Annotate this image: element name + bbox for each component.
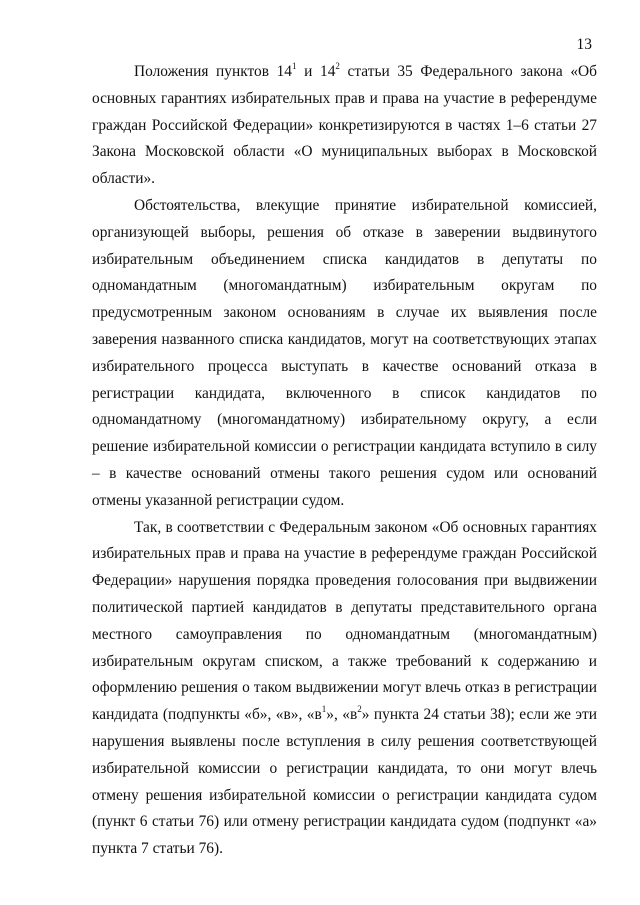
superscript: 1: [292, 60, 297, 71]
superscript: 2: [335, 60, 340, 71]
paragraph-2: Обстоятельства, влекущие принятие избирательной комиссией, организующей выборы, решения об отказе в заверении выдвинутого избирательным объединением списка кандидатов в депутаты по одномандатным (многомандатным) избирательным округам по предусмотренным законом основаниям в случае их выявления после заверения названного списка кандидатов, могут на соответствующих этапах избирательного процесса выступать в качестве оснований отказа в регистрации кандидата, включенного в список кандидатов по одномандатному (многомандатному) избирательному округу, а если решение избирательной комиссии о регистрации кандидата вступило в силу – в качестве оснований отмены такого решения судом или оснований отмены указанной регистрации судом.: [92, 196, 597, 509]
paragraph-1-text-c: статьи 35 Федерального закона «Об основных гарантиях избирательных прав и права на участие в референдуме граждан Российской Федерации» конкретизируются в частях 1–6 статьи 27 Закона Московской области «О муниципальных выборах в Московской области».: [92, 63, 597, 188]
paragraph-3-text-b: », «в: [326, 706, 358, 724]
paragraph-1: [92, 59, 597, 193]
paragraph-1-text-b: и 14: [296, 63, 336, 80]
superscript: 2: [357, 704, 362, 714]
paragraph-1-text-a: Положения пунктов 14: [134, 63, 292, 80]
superscript: 1: [321, 704, 327, 714]
document-body: [92, 59, 597, 863]
paragraph-3-text-c: » пункта 24 статьи 38); если же эти нарушения выявлены после вступления в силу решения соответствующей избирательной комиссии о регистрации кандидата, то они могут влечь отмену решения избирательной комиссии о регистрации кандидата судом (пункт 6 статьи 76) или отмену регистрации кандидата судом (подпункт «а» пункта 7 статьи 76).: [92, 706, 598, 858]
page-number: 13: [576, 36, 592, 53]
paragraph-3: [92, 515, 597, 863]
paragraph-3-text-a: Так, в соответствии с Федеральным законом «Об основных гарантиях избирательных прав и права на участие в референдуме граждан Российской Федерации» нарушения порядка проведения голосования при выдвижении политической партией кандидатов в депутаты представительного органа местного самоуправления по одномандатным (многомандатным) избирательным округам списком, а также требований к содержанию и оформлению решения о таком выдвижении могут влечь отказ в регистрации кандидата (подпункты «б», «в», «в: [92, 518, 597, 724]
